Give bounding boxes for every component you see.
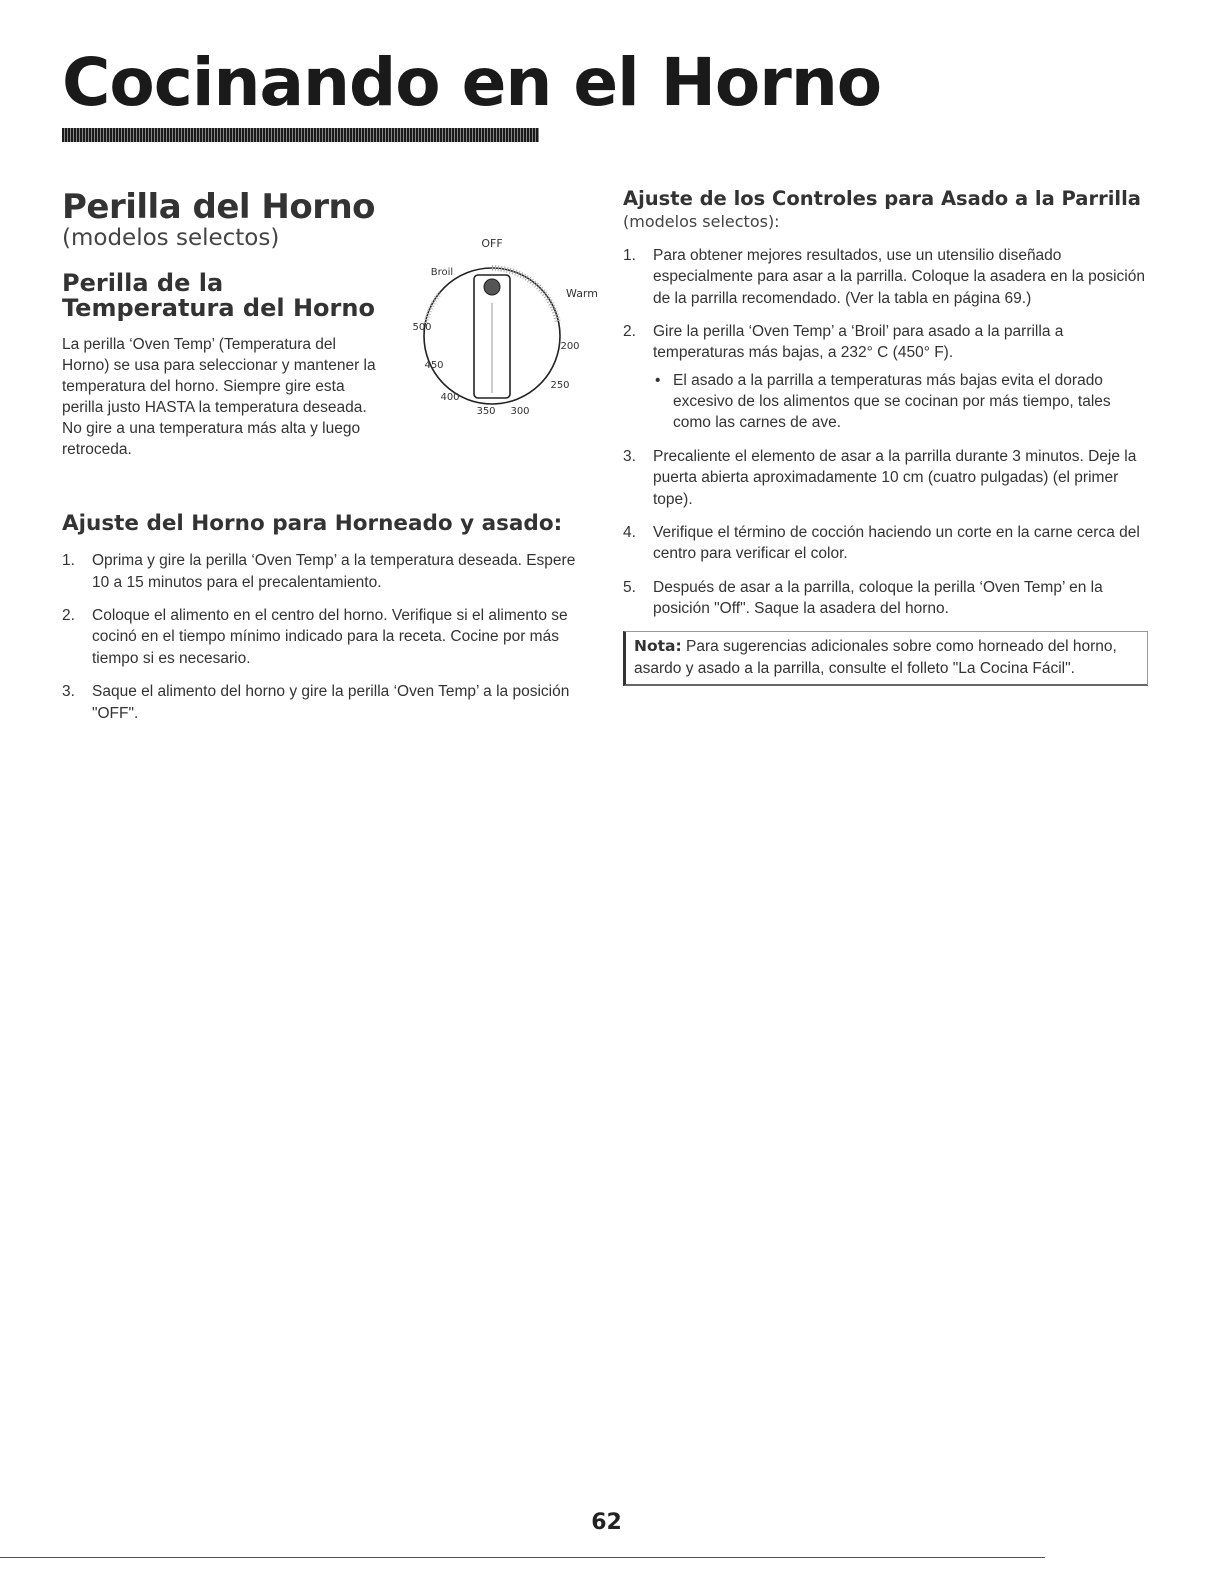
title-underline bbox=[62, 128, 539, 142]
step-text: Gire la perilla ‘Oven Temp’ a ‘Broil’ para asado a la parrilla a temperaturas más bajas, a 232° C (450° F). bbox=[653, 322, 1064, 362]
step-text: Precaliente el elemento de asar a la parrilla durante 3 minutos. Deje la puerta abierta aproximadamente 10 cm (cuatro pulgadas) (el primer tope). bbox=[653, 447, 1137, 508]
list-item bbox=[62, 681, 592, 724]
page-title: Cocinando en el Horno bbox=[62, 44, 882, 121]
label-350: 350 bbox=[476, 406, 496, 418]
list-item bbox=[623, 446, 1148, 510]
step-number: 1. bbox=[62, 552, 75, 570]
label-500: 500 bbox=[412, 322, 432, 334]
page-number: 62 bbox=[591, 1510, 622, 1535]
label-200: 200 bbox=[560, 341, 580, 353]
broil-heading bbox=[623, 188, 1148, 233]
bullet-text: El asado a la parrilla a temperaturas más bajas evita el dorado excesivo de los alimentos que se cocinan por más tiempo, tales como las carnes de ave. bbox=[673, 371, 1111, 432]
step-text: Coloque el alimento en el centro del horno. Verifique si el alimento se cocinó en el tiempo mínimo indicado para la receta. Cocine por más tiempo si es necesario. bbox=[92, 607, 568, 667]
step-bullets bbox=[653, 370, 1148, 434]
knob-paragraph: La perilla ‘Oven Temp’ (Temperatura del Horno) se usa para seleccionar y mantener la temperatura del horno. Siempre gire esta perilla justo HASTA la temperatura deseada. No gire a una temperatura más alta y luego retroceda. bbox=[62, 335, 376, 459]
section-heading: Perilla del Horno bbox=[62, 187, 376, 227]
knob-heading: Perilla de la Temperatura del Horno bbox=[62, 269, 375, 323]
bake-heading: Ajuste del Horno para Horneado y asado: bbox=[62, 511, 563, 537]
label-off: OFF bbox=[481, 237, 503, 251]
step-text: Saque el alimento del horno y gire la perilla ‘Oven Temp’ a la posición "OFF". bbox=[92, 683, 570, 722]
label-broil: Broil bbox=[430, 267, 454, 279]
bottom-rule bbox=[0, 1557, 1045, 1558]
step-number: 3. bbox=[62, 683, 75, 701]
list-item bbox=[623, 522, 1148, 565]
step-text: Después de asar a la parrilla, coloque la perilla ‘Oven Temp’ en la posición "Off". Saque la asadera del horno. bbox=[653, 578, 1103, 618]
note-box bbox=[623, 631, 1148, 686]
bake-steps-list bbox=[62, 550, 592, 724]
bullet-dot: • bbox=[655, 371, 661, 389]
bullet-item bbox=[653, 370, 1148, 434]
step-text: Verifique el término de cocción haciendo un corte en la carne cerca del centro para verificar el color. bbox=[653, 523, 1140, 563]
step-number: 2. bbox=[62, 607, 75, 625]
note-text: Para sugerencias adicionales sobre como horneado del horno, asardo y asado a la parrilla, consulte el folleto "La Cocina Fácil". bbox=[634, 638, 1117, 677]
label-400: 400 bbox=[440, 392, 460, 404]
knob-indicator-dot bbox=[484, 279, 500, 295]
step-number: 1. bbox=[623, 246, 636, 264]
list-item bbox=[623, 245, 1148, 309]
step-number: 5. bbox=[623, 578, 636, 596]
step-text: Para obtener mejores resultados, use un utensilio diseñado especialmente para asar a la parrilla. Coloque la asadera en la posición de la parrilla recomendado. (Ver la tabla en página 69.) bbox=[653, 246, 1145, 307]
list-item bbox=[62, 550, 592, 593]
section-subheading: (modelos selectos) bbox=[62, 225, 280, 251]
label-450: 450 bbox=[424, 360, 444, 372]
label-300: 300 bbox=[510, 406, 530, 418]
broil-steps-list bbox=[623, 245, 1148, 620]
step-number: 3. bbox=[623, 447, 636, 465]
oven-temp-knob-illustration bbox=[392, 223, 602, 473]
right-column bbox=[623, 188, 1148, 686]
list-item bbox=[623, 321, 1148, 434]
note-label: Nota: bbox=[634, 637, 682, 656]
label-250: 250 bbox=[550, 380, 570, 392]
step-number: 4. bbox=[623, 523, 636, 541]
left-column bbox=[62, 187, 598, 736]
knob-description bbox=[62, 271, 382, 460]
label-warm: Warm bbox=[566, 287, 598, 301]
step-text: Oprima y gire la perilla ‘Oven Temp’ a la temperatura deseada. Espere 10 a 15 minutos para el precalentamiento. bbox=[92, 552, 576, 591]
step-number: 2. bbox=[623, 322, 636, 340]
list-item bbox=[62, 605, 592, 669]
broil-heading-suffix: (modelos selectos): bbox=[623, 212, 780, 232]
broil-heading-text: Ajuste de los Controles para Asado a la Parrilla bbox=[623, 187, 1141, 210]
list-item bbox=[623, 577, 1148, 620]
